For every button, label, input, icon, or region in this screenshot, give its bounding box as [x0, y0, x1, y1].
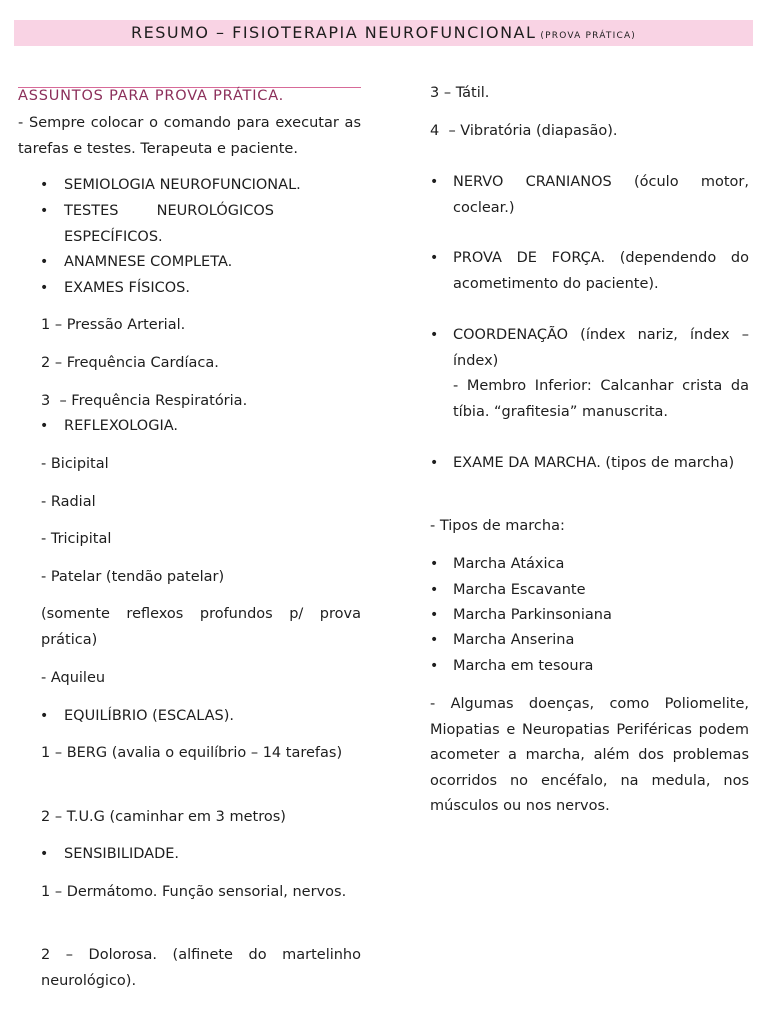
bullet-icon: •: [430, 556, 439, 572]
sensibility-item: 3 – Tátil.: [430, 85, 490, 101]
section-heading: ASSUNTOS PARA PROVA PRÁTICA.: [18, 88, 285, 104]
reflex-note: (somente reflexos profundos p/ prova prática): [41, 606, 361, 648]
reflex-item: - Radial: [41, 494, 96, 510]
bullet-icon: •: [430, 455, 439, 471]
bullet-icon: •: [430, 327, 439, 343]
bullet-icon: •: [40, 708, 49, 724]
gait-label: - Tipos de marcha:: [430, 518, 565, 534]
balance-item: 1 – BERG (avalia o equilíbrio – 14 tarefas): [41, 745, 343, 761]
closing-paragraph: - Algumas doenças, como Poliomelite, Miopatias e Neuropatias Periféricas podem acometer a marcha, além dos problemas ocorridos no encéfalo, na medula, nos músculos ou nos nervos.: [430, 696, 749, 814]
bullet-icon: •: [40, 846, 49, 862]
reflex-item: - Patelar (tendão patelar): [41, 569, 225, 585]
bullet-icon: •: [40, 203, 49, 219]
bullet-icon: •: [40, 177, 49, 193]
bullet-icon: •: [430, 174, 439, 190]
sensibility-item: 4 – Vibratória (diapasão).: [430, 123, 618, 139]
bullet-icon: •: [430, 658, 439, 674]
balance-item: 2 – T.U.G (caminhar em 3 metros): [41, 809, 286, 825]
bullet-icon: •: [40, 280, 49, 296]
sensibility-item: 1 – Dermátomo. Função sensorial, nervos.: [41, 884, 347, 900]
bullet-icon: •: [430, 632, 439, 648]
bullet-icon: •: [40, 254, 49, 270]
vital-item: 2 – Frequência Cardíaca.: [41, 355, 219, 371]
intro-paragraph: - Sempre colocar o comando para executar as tarefas e testes. Terapeuta e paciente.: [18, 115, 361, 157]
reflex-item: - Tricipital: [41, 531, 112, 547]
sensibility-item: 2 – Dolorosa. (alfinete do martelinho neurológico).: [41, 947, 361, 989]
document-title-bar: [14, 20, 753, 46]
bullet-icon: •: [430, 607, 439, 623]
document-subtitle: (PROVA PRÁTICA): [540, 31, 637, 41]
bullet-icon: •: [430, 250, 439, 266]
bullet-icon: •: [40, 418, 49, 434]
bullet-icon: •: [430, 582, 439, 598]
coordination-note: - Membro Inferior: Calcanhar crista da tíbia. “grafitesia” manuscrita.: [453, 378, 749, 420]
vital-item: 1 – Pressão Arterial.: [41, 317, 186, 333]
document-title: RESUMO – FISIOTERAPIA NEUROFUNCIONAL: [130, 23, 537, 42]
vital-item: 3 – Frequência Respiratória.: [41, 393, 248, 409]
reflex-item: - Aquileu: [41, 670, 106, 686]
reflex-item: - Bicipital: [41, 456, 109, 472]
